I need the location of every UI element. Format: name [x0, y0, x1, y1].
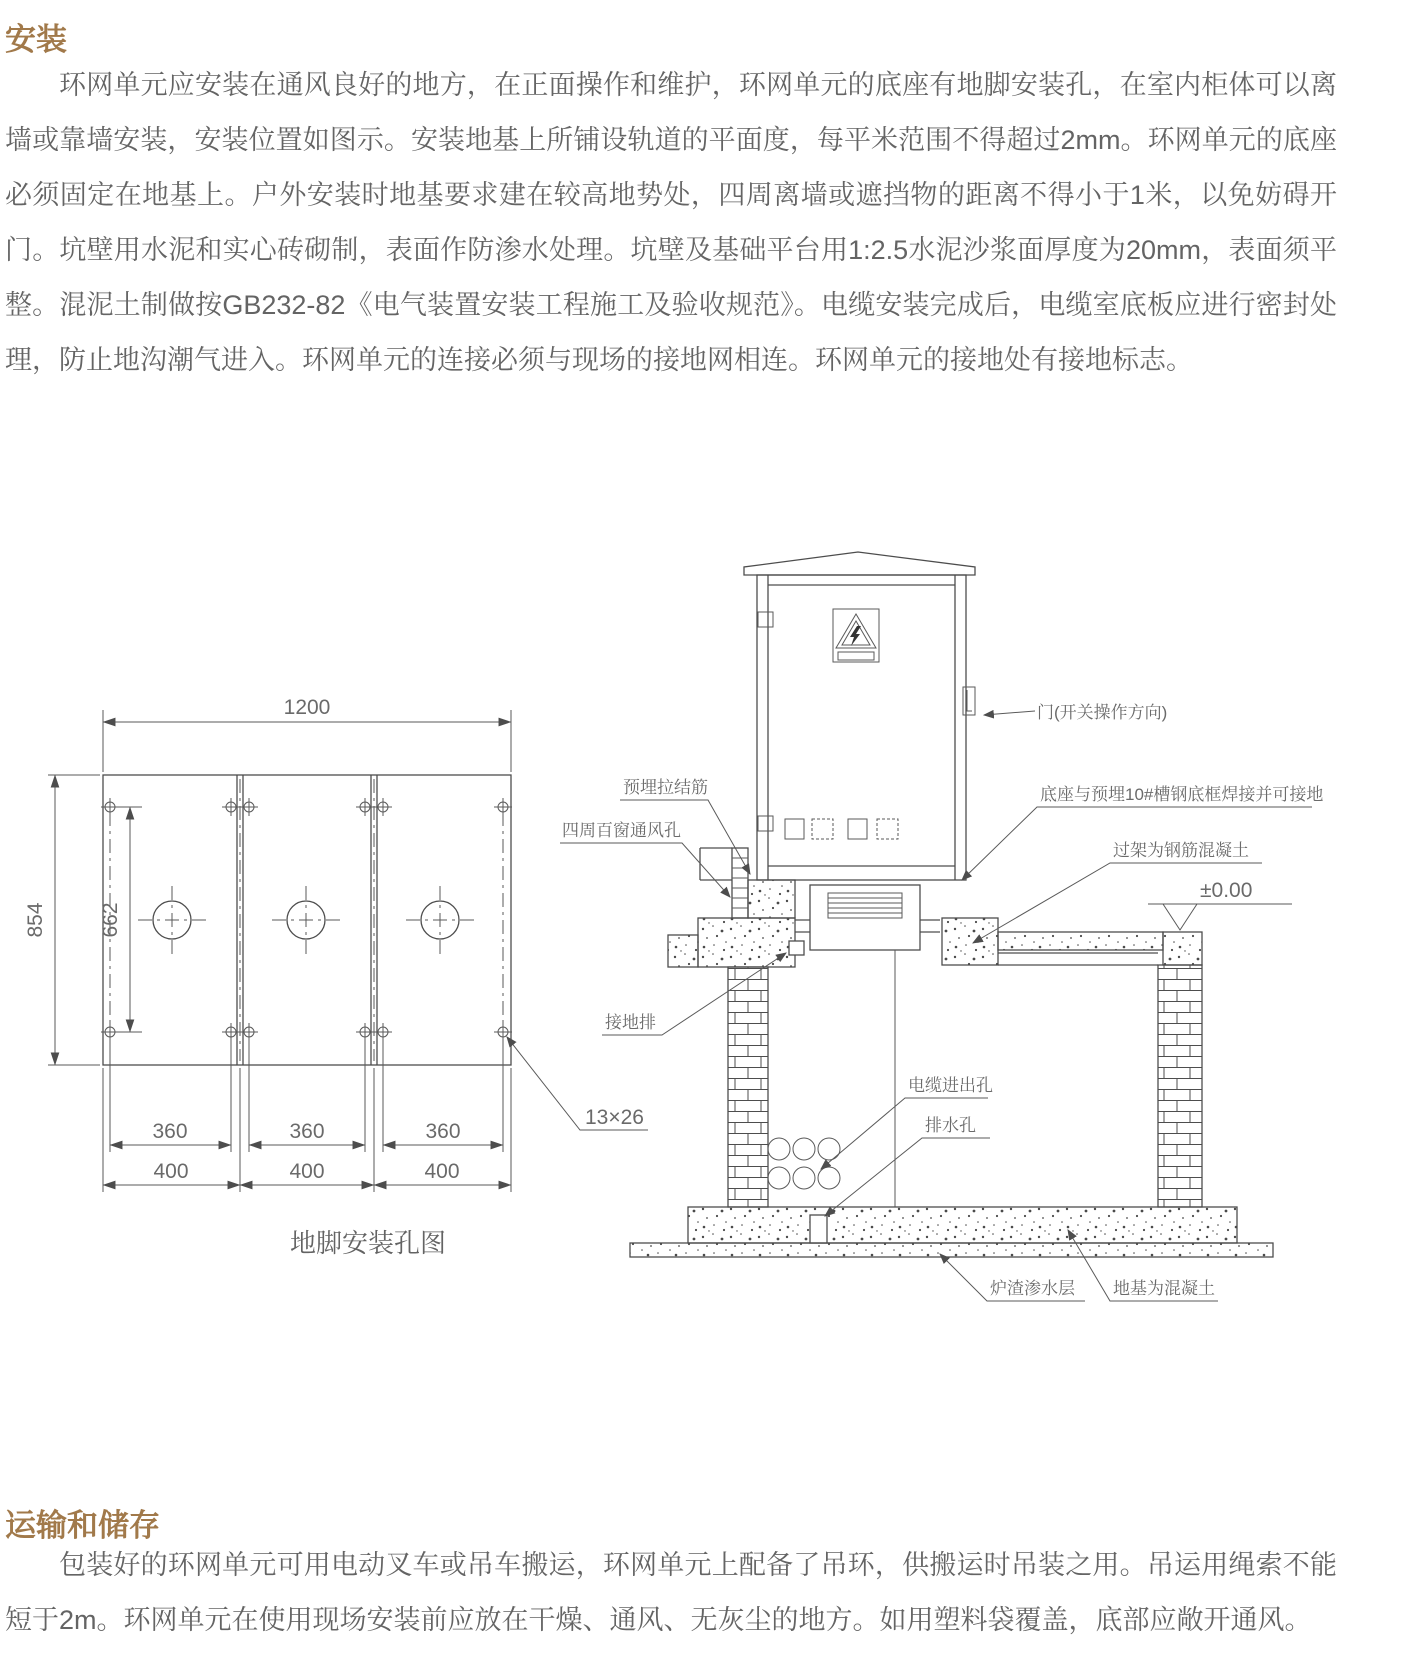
dim-1200: 1200: [283, 696, 331, 719]
cabinet-roof: [744, 552, 975, 575]
installation-drawings: [0, 440, 1405, 1320]
pit-ceiling-right: [998, 953, 1158, 965]
door-hinge-bottom: [758, 816, 773, 831]
base-step-left: [668, 935, 698, 967]
drain-label: 排水孔: [925, 1116, 976, 1135]
level-label: ±0.00: [1200, 879, 1253, 902]
slag-seepage-layer: [630, 1243, 1273, 1257]
cable-openings: [138, 886, 474, 954]
install-paragraph: 环网单元应安装在通风良好的地方，在正面操作和维护，环网单元的底座有地脚安装孔，在室内柜体可以离墙或靠墙安装，安装位置如图示。安装地基上所铺设轨道的平面度，每平米范围不得超过2mm。环网单元的底座必须固定在地基上。户外安装时地基要求建在较高地势处，四周离墙或遮挡物的距离不得小于1米，以免妨碍开门。坑壁用水泥和实心砖砌制，表面作防渗水处理。坑壁及基础平台用1:2.5水泥沙浆面厚度为20mm，表面须平整。混泥土制做按GB232-82《电气装置安装工程施工及验收规范》。电缆安装完成后，电缆室底板应进行密封处理，防止地沟潮气进入。环网单元的连接必须与现场的接地网相连。环网单元的接地处有接地标志。: [5, 70, 1337, 375]
ground-bar-label: 接地排: [605, 1013, 656, 1032]
foundation-base: [630, 848, 1292, 1257]
vent-label: 四周百窗通风孔: [562, 821, 681, 840]
brick-pillar-left: [728, 967, 768, 1207]
dim-360-3: 360: [425, 1120, 461, 1143]
bridge-slab: [998, 932, 1163, 950]
door-handle: [963, 687, 975, 715]
installation-section: [560, 552, 1323, 1301]
level-marker: [1148, 904, 1292, 930]
grounding-bar: [789, 941, 804, 955]
dim-400-3: 400: [424, 1160, 460, 1183]
bridge-label: 过架为钢筋混凝土: [1113, 841, 1249, 860]
hole-size-label: 13×26: [585, 1106, 644, 1129]
base-block-left-lower: [698, 918, 795, 967]
dim-854: 854: [24, 902, 47, 938]
cable-holes-label: 电缆进出孔: [908, 1076, 993, 1095]
foundation-hole-plan: [24, 696, 648, 1258]
install-section-title: 安装: [5, 22, 67, 57]
plan-caption: 地脚安装孔图: [289, 1228, 447, 1258]
cable-entry-holes: [768, 1138, 840, 1189]
dim-360-2: 360: [289, 1120, 325, 1143]
transport-section-title: 运输和储存: [5, 1508, 160, 1543]
door-hinge-top: [758, 612, 773, 627]
foundation-label: 地基为混凝土: [1113, 1279, 1215, 1298]
brick-pillar-right: [1158, 965, 1202, 1207]
side-louver-vent: [732, 848, 748, 918]
tie-bar-label: 预埋拉结筋: [623, 778, 708, 797]
cabinet-body: [757, 575, 966, 880]
right-support-block: [1163, 932, 1202, 965]
concrete-floor: [688, 1207, 1237, 1243]
cabinet-louvers: [785, 819, 898, 839]
dim-662: 662: [99, 902, 122, 938]
slag-label: 炉渣渗水层: [990, 1279, 1075, 1298]
base-weld-label: 底座与预埋10#槽钢底框焊接并可接地: [1040, 785, 1324, 804]
drain-hole: [810, 1215, 827, 1243]
base-block-left-upper: [748, 880, 795, 918]
dim-400-1: 400: [153, 1160, 189, 1183]
dim-400-2: 400: [289, 1160, 325, 1183]
cabinet: [744, 552, 975, 880]
dim-360-1: 360: [152, 1120, 188, 1143]
warning-sign: [833, 609, 879, 662]
base-grille: [810, 885, 920, 950]
plan-dimensions: [24, 696, 648, 1192]
transport-paragraph: 包装好的环网单元可用电动叉车或吊车搬运，环网单元上配备了吊环，供搬运时吊装之用。吊运用绳索不能短于2m。环网单元在使用现场安装前应放在干燥、通风、无灰尘的地方。如用塑料袋覆盖，底部应敞开通风。: [5, 1550, 1337, 1635]
door-label: 门(开关操作方向): [1037, 703, 1168, 722]
base-block-right: [942, 918, 998, 965]
